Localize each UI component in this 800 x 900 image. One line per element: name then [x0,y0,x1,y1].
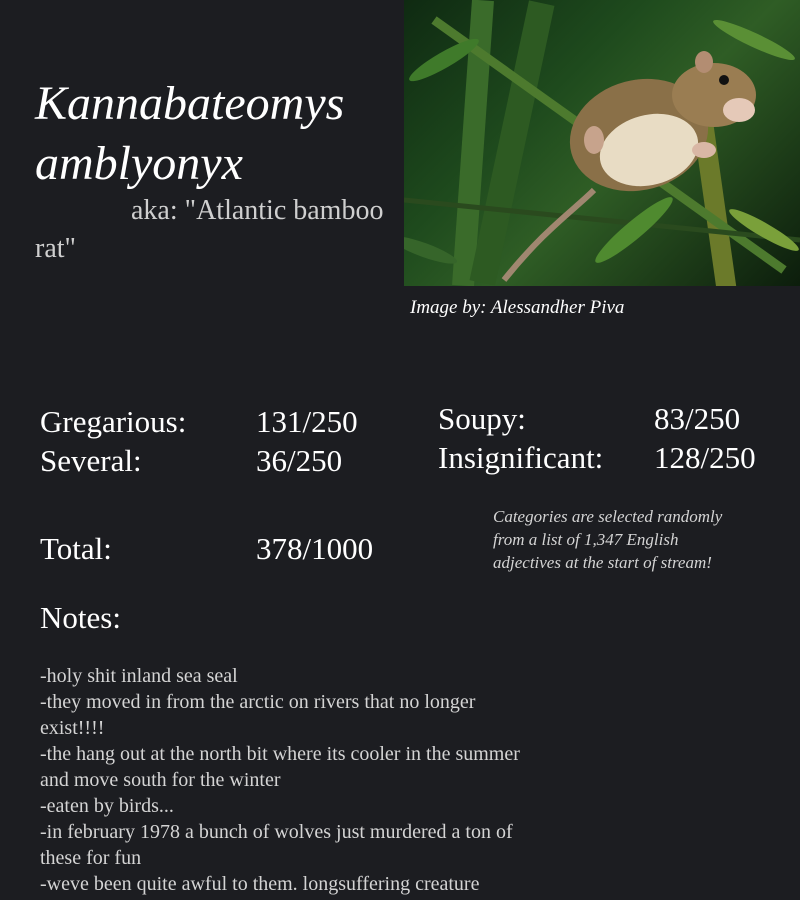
note-item: -they moved in from the arctic on rivers that no longer exist!!!! [40,691,476,739]
total-label: Total: [40,531,112,566]
note-item: -weve been quite awful to them. longsuffering creature [40,873,480,895]
image-credit: Image by: Alessandher Piva [410,297,625,318]
common-name: aka: "Atlantic bamboo rat" [35,195,384,264]
stat-gregarious-value: 131/250 [256,404,358,439]
note-item: -in february 1978 a bunch of wolves just murdered a ton of these for fun [40,821,513,869]
stat-insignificant-label: Insignificant: [438,440,604,475]
total-value: 378/1000 [256,531,374,566]
note-item: -the hang out at the north bit where its cooler in the summer and move south for the winter [40,743,520,791]
stat-several-label: Several: [40,443,142,478]
stat-several-value: 36/250 [256,443,343,478]
note-item: -holy shit inland sea seal [40,665,238,687]
stat-soupy-value: 83/250 [654,401,741,436]
notes-heading: Notes: [40,600,121,635]
categories-note: Categories are selected randomly from a list of 1,347 English adjectives at the start of stream! [493,507,723,572]
species-photo [404,0,800,286]
notes-list [40,663,520,897]
note-item: -eaten by birds... [40,795,174,817]
species-name: Kannabateomys amblyonyx [35,77,345,190]
stat-insignificant-value: 128/250 [654,440,756,475]
stat-soupy-label: Soupy: [438,401,526,436]
bamboo-rat-illustration [404,0,800,286]
stat-gregarious-label: Gregarious: [40,404,187,439]
